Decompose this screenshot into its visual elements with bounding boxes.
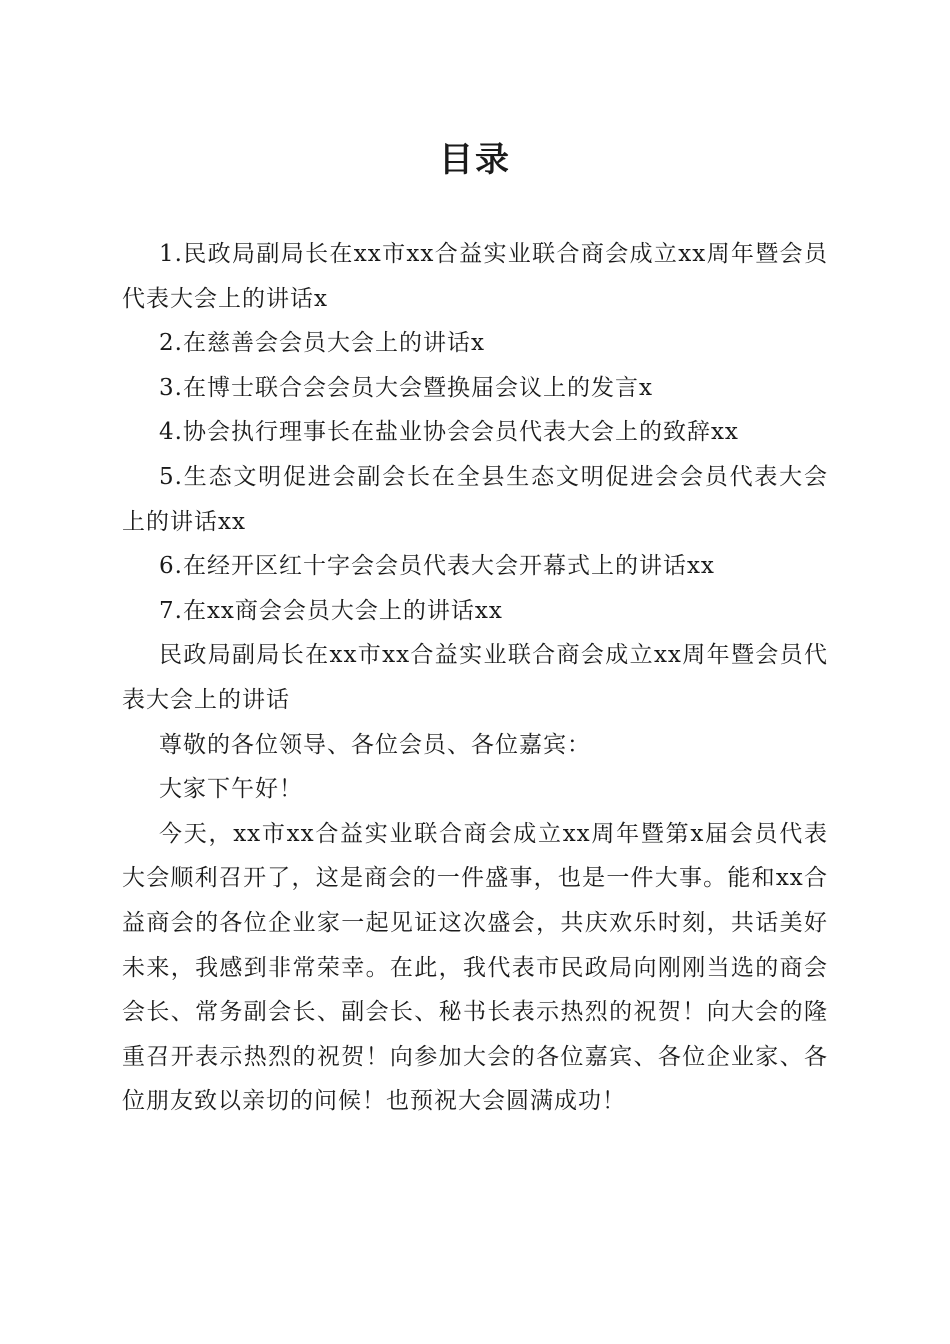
toc-item-7: 7.在xx商会会员大会上的讲话xx xyxy=(159,597,503,624)
toc-item-5: 5.生态文明促进会副会长在全县生态文明促进会会员代表大会上的讲话xx xyxy=(122,463,828,535)
speech-salutation: 尊敬的各位领导、各位会员、各位嘉宾： xyxy=(159,731,591,758)
toc-item-6: 6.在经开区红十字会会员代表大会开幕式上的讲话xx xyxy=(159,553,715,580)
page-title: 目录 xyxy=(439,140,511,180)
speech-heading: 民政局副局长在xx市xx合益实业联合商会成立xx周年暨会员代表大会上的讲话 xyxy=(122,642,828,713)
toc-item-3: 3.在博士联合会会员大会暨换届会议上的发言x xyxy=(159,374,653,401)
toc-item-2: 2.在慈善会会员大会上的讲话x xyxy=(159,330,485,357)
document-body xyxy=(122,232,828,1124)
toc-item-4: 4.协会执行理事长在盐业协会会员代表大会上的致辞xx xyxy=(159,419,739,446)
speech-paragraph: 今天，xx市xx合益实业联合商会成立xx周年暨第x届会员代表大会顺利召开了，这是商会的一件盛事，也是一件大事。能和xx合益商会的各位企业家一起见证这次盛会，共庆欢乐时刻，共话美好未来，我感到非常荣幸。在此，我代表市民政局向刚刚当选的商会会长、常务副会长、副会长、秘书长表示热烈的祝贺！向大会的隆重召开表示热烈的祝贺！向参加大会的各位嘉宾、各位企业家、各位朋友致以亲切的问候！也预祝大会圆满成功！ xyxy=(122,820,828,1115)
speech-greeting: 大家下午好！ xyxy=(159,776,303,803)
toc-item-1: 1.民政局副局长在xx市xx合益实业联合商会成立xx周年暨会员代表大会上的讲话x xyxy=(122,241,828,312)
